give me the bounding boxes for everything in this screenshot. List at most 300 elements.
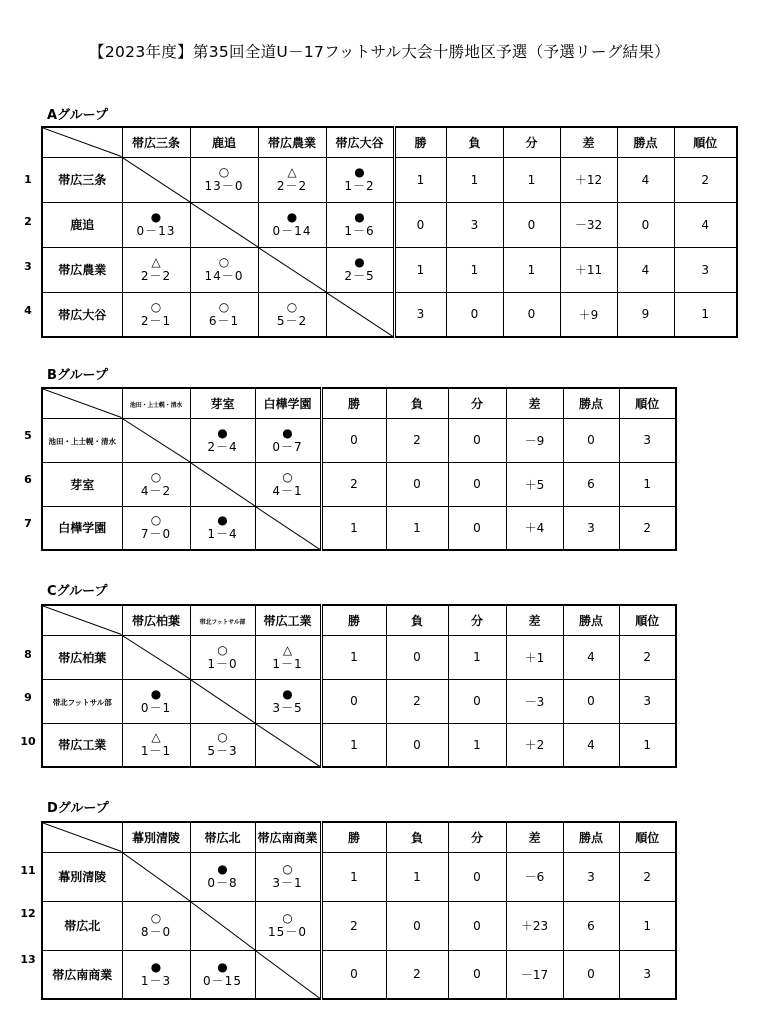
row-team-name	[42, 247, 122, 292]
result-cell	[326, 247, 394, 292]
result-mark: ●	[150, 959, 162, 974]
team-header-label: 帯広南商業	[257, 830, 318, 845]
self-cell	[190, 462, 255, 506]
stat-cell: 4	[563, 723, 619, 767]
row-team-name	[42, 901, 122, 950]
team-header	[255, 822, 321, 852]
stat-cell: 1	[446, 247, 503, 292]
corner-cell	[42, 605, 122, 635]
stat-cell: 0	[563, 418, 619, 462]
stat-cell: 2	[386, 418, 448, 462]
corner-cell	[42, 822, 122, 852]
row-team-name	[42, 679, 122, 723]
stat-cell: －32	[560, 202, 617, 247]
stat-cell: 0	[386, 462, 448, 506]
result-mark: △	[282, 642, 293, 657]
stat-cell: 3	[446, 202, 503, 247]
header-row	[42, 388, 676, 418]
team-header	[190, 127, 258, 157]
team-header-label: 帯広柏葉	[131, 613, 180, 628]
result-score: 2－2	[140, 269, 172, 283]
page-title: 【2023年度】第35回全道U－17フットサル大会十勝地区予選（予選リーグ結果）	[89, 43, 670, 61]
self-cell	[255, 723, 321, 767]
stat-header: 分	[448, 605, 506, 635]
stat-header: 勝点	[563, 388, 619, 418]
stat-header: 勝	[321, 605, 386, 635]
result-mark: ○	[150, 513, 162, 528]
stat-cell: 0	[386, 723, 448, 767]
result-mark: ●	[354, 165, 365, 179]
result-cell	[122, 202, 190, 247]
group-a-label: Aグループ	[47, 108, 109, 123]
row-number: 12	[20, 907, 36, 920]
stat-cell: 0	[448, 418, 506, 462]
self-cell	[122, 157, 190, 202]
stat-cell: 6	[563, 462, 619, 506]
stat-cell: 2	[619, 506, 676, 550]
result-mark: ○	[286, 299, 298, 314]
self-diagonal	[123, 419, 190, 462]
header-row	[42, 822, 676, 852]
corner-diagonal	[43, 823, 122, 852]
result-mark: ●	[286, 210, 298, 224]
result-mark: ●	[150, 210, 162, 224]
stat-cell: 1	[448, 723, 506, 767]
stat-header: 分	[503, 127, 560, 157]
stat-cell: ＋5	[506, 462, 563, 506]
row-team-name-label: 芽室	[70, 477, 95, 492]
stat-cell: 0	[563, 950, 619, 999]
result-mark: ●	[217, 959, 228, 974]
group-d-label: Dグループ	[47, 801, 109, 816]
stat-cell: 1	[386, 852, 448, 901]
stat-cell: 1	[321, 723, 386, 767]
row-team-name	[42, 292, 122, 337]
row-team-name-label: 帯北フットサル部	[52, 698, 112, 707]
result-cell	[255, 418, 321, 462]
diagonal-line	[43, 128, 122, 157]
stat-cell: 3	[619, 950, 676, 999]
stat-cell: 0	[386, 901, 448, 950]
stat-header: 順位	[619, 388, 676, 418]
self-diagonal	[259, 248, 326, 292]
result-cell	[122, 679, 190, 723]
result-mark: △	[151, 255, 161, 269]
row-team-name-label: 帯広南商業	[52, 967, 113, 982]
stat-cell: 0	[394, 202, 446, 247]
result-score: 2－1	[140, 313, 172, 328]
result-mark: ○	[150, 911, 162, 925]
stat-cell: 1	[386, 506, 448, 550]
row-number: 6	[24, 473, 32, 486]
stat-cell: ＋1	[506, 635, 563, 679]
row-team-name-label: 鹿追	[70, 218, 95, 232]
result-score: 14－0	[204, 269, 244, 283]
corner-cell	[42, 127, 122, 157]
row-team-name	[42, 506, 122, 550]
row-number: 11	[20, 864, 36, 877]
diagonal-line	[327, 293, 393, 337]
team-header-label: 帯広北	[204, 830, 241, 845]
stat-cell: 2	[619, 852, 676, 901]
row-team-name-label: 帯広柏葉	[58, 650, 107, 665]
team-header	[122, 388, 190, 418]
row-team-name	[42, 950, 122, 999]
result-score: 7－0	[140, 527, 172, 542]
group-c-label: Cグループ	[47, 584, 108, 599]
result-cell	[255, 462, 321, 506]
stat-cell: 3	[394, 292, 446, 337]
result-score: 3－1	[272, 876, 303, 890]
team-header	[122, 127, 190, 157]
diagonal-line	[256, 507, 320, 550]
stat-cell: 3	[563, 506, 619, 550]
diagonal-line	[259, 248, 326, 292]
diagonal-line	[43, 823, 122, 852]
stat-header: 負	[446, 127, 503, 157]
corner-diagonal	[43, 606, 122, 635]
table-row	[42, 723, 676, 767]
team-header	[258, 127, 326, 157]
team-header	[122, 822, 190, 852]
stat-cell: 1	[321, 852, 386, 901]
result-mark: ●	[282, 425, 293, 440]
stat-cell: 0	[446, 292, 503, 337]
result-score: 4－2	[140, 483, 172, 498]
stat-cell: －17	[506, 950, 563, 999]
result-cell	[255, 852, 321, 901]
diagonal-line	[123, 419, 190, 462]
table-row	[42, 462, 676, 506]
stat-cell: 1	[619, 462, 676, 506]
self-diagonal	[123, 158, 190, 202]
diagonal-line	[123, 853, 190, 901]
diagonal-line	[43, 606, 122, 635]
self-cell	[255, 950, 321, 999]
stat-cell: 1	[321, 635, 386, 679]
self-cell	[190, 202, 258, 247]
stat-cell: 1	[503, 157, 560, 202]
stat-cell: 0	[503, 292, 560, 337]
row-number: 13	[20, 953, 36, 966]
self-diagonal	[191, 463, 255, 506]
stat-cell: 0	[448, 950, 506, 999]
stat-cell: ＋23	[506, 901, 563, 950]
stat-cell: 0	[448, 901, 506, 950]
row-number: 2	[24, 215, 32, 228]
stat-header: 勝点	[563, 822, 619, 852]
self-cell	[326, 292, 394, 337]
diagonal-line	[191, 463, 255, 506]
result-cell	[122, 247, 190, 292]
stat-header: 勝点	[563, 605, 619, 635]
stat-cell: 2	[321, 462, 386, 506]
stat-header: 差	[506, 605, 563, 635]
result-score: 5－3	[207, 744, 238, 759]
result-mark: ○	[218, 255, 230, 269]
result-cell	[190, 506, 255, 550]
team-header	[190, 822, 255, 852]
row-team-name	[42, 462, 122, 506]
row-team-name-label: 帯広農業	[58, 263, 107, 277]
row-team-name	[42, 635, 122, 679]
result-cell	[258, 292, 326, 337]
stat-cell: ＋2	[506, 723, 563, 767]
row-team-name	[42, 157, 122, 202]
stat-header: 勝点	[617, 127, 674, 157]
header-row	[42, 605, 676, 635]
result-mark: ●	[217, 862, 228, 876]
result-score: 1－3	[140, 973, 172, 988]
team-header-label: 帯広農業	[267, 135, 316, 150]
self-diagonal	[256, 724, 320, 767]
stat-cell: 4	[617, 247, 674, 292]
team-header-label: 帯北フットサル部	[199, 619, 246, 627]
stat-header: 負	[386, 388, 448, 418]
table-row	[42, 157, 737, 202]
stat-cell: ＋9	[560, 292, 617, 337]
stat-cell: 0	[563, 679, 619, 723]
result-cell	[190, 950, 255, 999]
result-mark: △	[151, 730, 161, 745]
result-score: 15－0	[268, 925, 307, 939]
result-cell	[122, 901, 190, 950]
stat-cell: 4	[617, 157, 674, 202]
group-c-table	[41, 604, 677, 768]
result-score: 1－0	[207, 656, 238, 671]
diagonal-line	[123, 158, 190, 202]
result-cell	[190, 723, 255, 767]
stat-cell: 0	[448, 852, 506, 901]
diagonal-line	[256, 724, 320, 767]
result-score: 2－2	[276, 179, 308, 193]
stat-cell: 2	[386, 679, 448, 723]
row-number: 3	[24, 260, 32, 273]
team-header-label: 幕別清陵	[131, 830, 180, 845]
stat-header: 順位	[674, 127, 737, 157]
stat-cell: 0	[321, 679, 386, 723]
result-score: 1－4	[207, 527, 238, 542]
row-number: 5	[24, 429, 32, 442]
row-team-name-label: 池田・上士幌・清水	[48, 437, 116, 446]
table-row	[42, 950, 676, 999]
team-header	[326, 127, 394, 157]
result-mark: ●	[282, 686, 293, 701]
stat-cell: 2	[386, 950, 448, 999]
diagonal-line	[43, 389, 122, 418]
result-cell	[258, 157, 326, 202]
self-diagonal	[191, 203, 258, 247]
stat-cell: 1	[321, 506, 386, 550]
corner-diagonal	[43, 128, 122, 157]
result-cell	[122, 950, 190, 999]
stat-header: 分	[448, 822, 506, 852]
table-row	[42, 901, 676, 950]
result-mark: ●	[354, 255, 365, 269]
result-cell	[190, 157, 258, 202]
corner-diagonal	[43, 389, 122, 418]
row-number: 7	[24, 517, 32, 530]
result-score: 0－1	[140, 700, 172, 715]
self-cell	[255, 506, 321, 550]
stat-cell: 3	[563, 852, 619, 901]
self-diagonal	[327, 293, 393, 337]
stat-cell: 0	[448, 462, 506, 506]
stat-cell: 4	[674, 202, 737, 247]
team-header	[255, 605, 321, 635]
result-score: 4－1	[272, 483, 303, 498]
stat-cell: －6	[506, 852, 563, 901]
team-header-label: 帯広工業	[263, 613, 312, 628]
row-number: 9	[24, 691, 32, 704]
result-mark: ○	[218, 165, 230, 179]
stat-header: 勝	[394, 127, 446, 157]
table-row	[42, 679, 676, 723]
result-cell	[190, 247, 258, 292]
row-team-name-label: 帯広北	[64, 919, 101, 933]
result-cell	[122, 506, 190, 550]
result-score: 0－7	[272, 439, 303, 454]
stat-cell: 1	[619, 723, 676, 767]
result-cell	[190, 635, 255, 679]
self-diagonal	[123, 636, 190, 679]
table-row	[42, 852, 676, 901]
result-score: 6－1	[208, 313, 240, 328]
stat-cell: 1	[446, 157, 503, 202]
stat-cell: 1	[674, 292, 737, 337]
diagonal-line	[191, 203, 258, 247]
stat-cell: ＋12	[560, 157, 617, 202]
stat-cell: －3	[506, 679, 563, 723]
result-score: 1－2	[344, 179, 375, 193]
result-cell	[258, 202, 326, 247]
result-mark: ○	[282, 469, 293, 484]
result-mark: ●	[354, 210, 365, 224]
stat-cell: 1	[503, 247, 560, 292]
self-diagonal	[191, 902, 255, 950]
result-score: 13－0	[204, 179, 244, 193]
stat-cell: 1	[394, 247, 446, 292]
table-row	[42, 247, 737, 292]
result-mark: ○	[150, 299, 162, 314]
result-cell	[255, 901, 321, 950]
result-cell	[326, 202, 394, 247]
stat-cell: 0	[448, 679, 506, 723]
self-cell	[122, 852, 190, 901]
stat-header: 差	[506, 388, 563, 418]
table-row	[42, 202, 737, 247]
result-score: 1－1	[140, 744, 172, 759]
row-team-name-label: 帯広大谷	[58, 307, 107, 322]
stat-cell: 9	[617, 292, 674, 337]
team-header	[255, 388, 321, 418]
result-mark: ○	[282, 911, 293, 925]
row-team-name	[42, 202, 122, 247]
self-diagonal	[256, 951, 320, 999]
team-header	[190, 388, 255, 418]
result-score: 3－5	[272, 700, 303, 715]
result-cell	[326, 157, 394, 202]
team-header-label: 帯広大谷	[335, 135, 384, 150]
group-d-table	[41, 821, 677, 1000]
stat-header: 差	[560, 127, 617, 157]
stat-header: 分	[448, 388, 506, 418]
result-mark: △	[287, 165, 297, 179]
self-diagonal	[191, 680, 255, 723]
stat-cell: ＋4	[506, 506, 563, 550]
self-cell	[122, 635, 190, 679]
diagonal-line	[123, 636, 190, 679]
result-score: 0－8	[207, 876, 238, 890]
team-header-label: 池田・上士幌・清水	[129, 402, 183, 410]
result-cell	[122, 462, 190, 506]
stat-cell: 1	[619, 901, 676, 950]
stat-cell: 0	[503, 202, 560, 247]
result-mark: ○	[282, 862, 293, 876]
table-row	[42, 635, 676, 679]
team-header	[122, 605, 190, 635]
stat-cell: 2	[674, 157, 737, 202]
group-b-label: Bグループ	[47, 368, 108, 383]
result-mark: ○	[217, 642, 228, 657]
row-team-name	[42, 723, 122, 767]
result-score: 8－0	[140, 925, 172, 939]
result-cell	[255, 679, 321, 723]
team-header-label: 帯広三条	[131, 135, 180, 150]
team-header	[190, 605, 255, 635]
stat-header: 負	[386, 822, 448, 852]
result-score: 0－13	[136, 224, 176, 238]
result-score: 0－14	[272, 224, 312, 238]
result-cell	[190, 418, 255, 462]
row-team-name-label: 幕別清陵	[58, 870, 107, 884]
result-score: 5－2	[276, 313, 308, 328]
stat-cell: ＋11	[560, 247, 617, 292]
stat-cell: 4	[563, 635, 619, 679]
result-score: 1－1	[272, 656, 303, 671]
stat-cell: －9	[506, 418, 563, 462]
stat-cell: 0	[321, 950, 386, 999]
result-cell	[190, 852, 255, 901]
group-a-table	[41, 126, 738, 338]
stat-cell: 3	[619, 418, 676, 462]
self-cell	[190, 679, 255, 723]
group-b-table	[41, 387, 677, 551]
result-mark: ○	[150, 469, 162, 484]
self-cell	[190, 901, 255, 950]
result-score: 1－6	[344, 224, 375, 238]
result-cell	[190, 292, 258, 337]
self-cell	[122, 418, 190, 462]
result-mark: ●	[217, 425, 228, 440]
result-score: 2－5	[344, 269, 375, 283]
team-header-label: 芽室	[210, 396, 235, 411]
result-score: 0－15	[203, 973, 242, 988]
stat-header: 差	[506, 822, 563, 852]
result-score: 2－4	[207, 439, 238, 454]
stat-cell: 3	[674, 247, 737, 292]
header-row	[42, 127, 737, 157]
stat-cell: 1	[394, 157, 446, 202]
self-cell	[258, 247, 326, 292]
row-team-name-label: 帯広三条	[58, 173, 107, 187]
row-number: 10	[20, 735, 36, 748]
diagonal-line	[191, 902, 255, 950]
table-row	[42, 292, 737, 337]
row-team-name-label: 白樺学園	[58, 521, 107, 536]
stat-header: 負	[386, 605, 448, 635]
stat-header: 順位	[619, 605, 676, 635]
